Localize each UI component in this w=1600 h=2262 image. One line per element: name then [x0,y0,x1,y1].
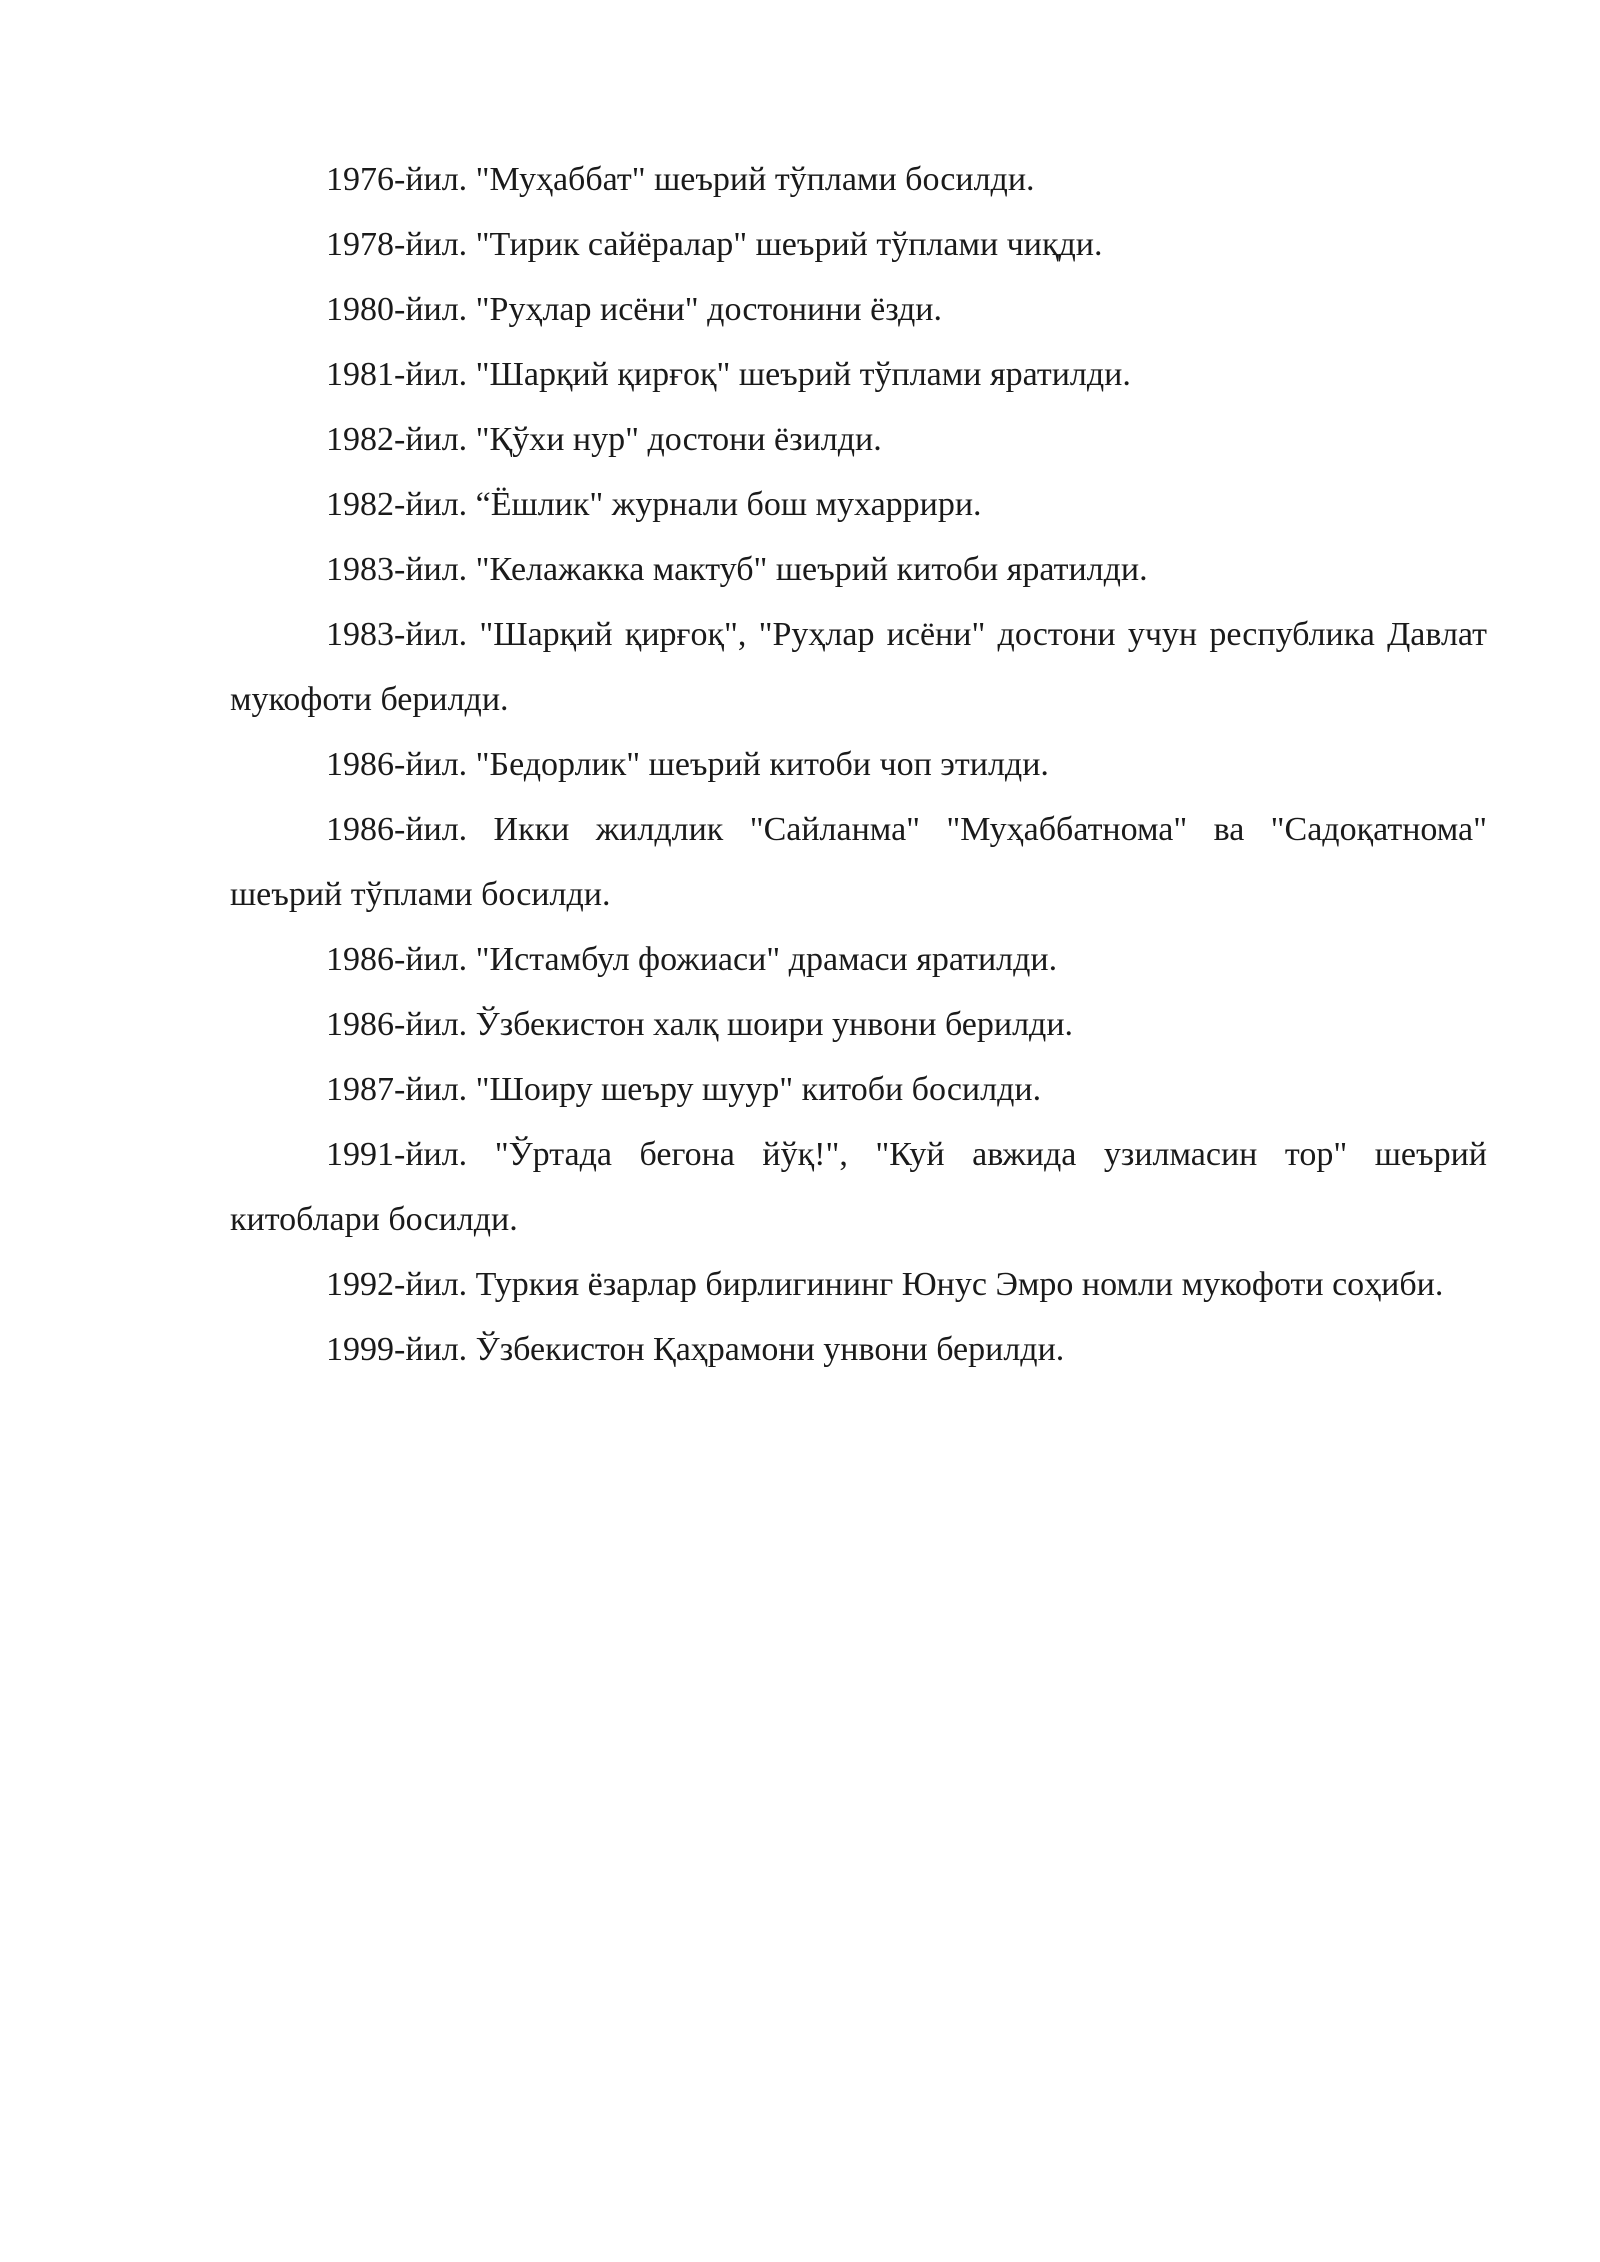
entry-1992: 1992-йил. Туркия ёзарлар бирлигининг Юнус Эмро номли мукофоти соҳиби. [326,1266,1444,1303]
entry-1986-b: 1986-йил. Икки жилдлик "Сайланма" "Муҳаббатнома" ва "Садоқатнома" шеърий тўплами босилди. [230,811,1487,913]
entry-1976: 1976-йил. "Муҳаббат" шеърий тўплами босилди. [326,161,1035,198]
entry-1980: 1980-йил. "Руҳлар исёни" достонини ёзди. [326,291,943,328]
document-body [230,147,1487,1382]
entry-1986-a: 1986-йил. "Бедорлик" шеърий китоби чоп этилди. [326,746,1049,783]
entry-1981: 1981-йил. "Шарқий қирғоқ" шеърий тўплами яратилди. [326,356,1131,393]
entry-1983-b: 1983-йил. "Шарқий қирғоқ", "Руҳлар исёни" достони учун республика Давлат мукофоти берилди. [230,616,1487,718]
entry-1986-d: 1986-йил. Ўзбекистон халқ шоири унвони берилди. [326,1006,1074,1043]
entry-1982-a: 1982-йил. "Қўхи нур" достони ёзилди. [326,421,882,458]
entry-1999: 1999-йил. Ўзбекистон Қаҳрамони унвони берилди. [326,1331,1065,1368]
entry-1986-c: 1986-йил. "Истамбул фожиаси" драмаси яратилди. [326,941,1058,978]
entry-1983-a: 1983-йил. "Келажакка мактуб" шеърий китоби яратилди. [326,551,1148,588]
entry-1987: 1987-йил. "Шоиру шеъру шуур" китоби босилди. [326,1071,1042,1108]
entry-1991: 1991-йил. "Ўртада бегона йўқ!", "Куй авжида узилмасин тор" шеърий китоблари босилди. [230,1136,1487,1238]
entry-1978: 1978-йил. "Тирик сайёралар" шеърий тўплами чиқди. [326,226,1103,263]
entry-1982-b: 1982-йил. “Ёшлик" журнали бош мухаррири. [326,486,982,523]
